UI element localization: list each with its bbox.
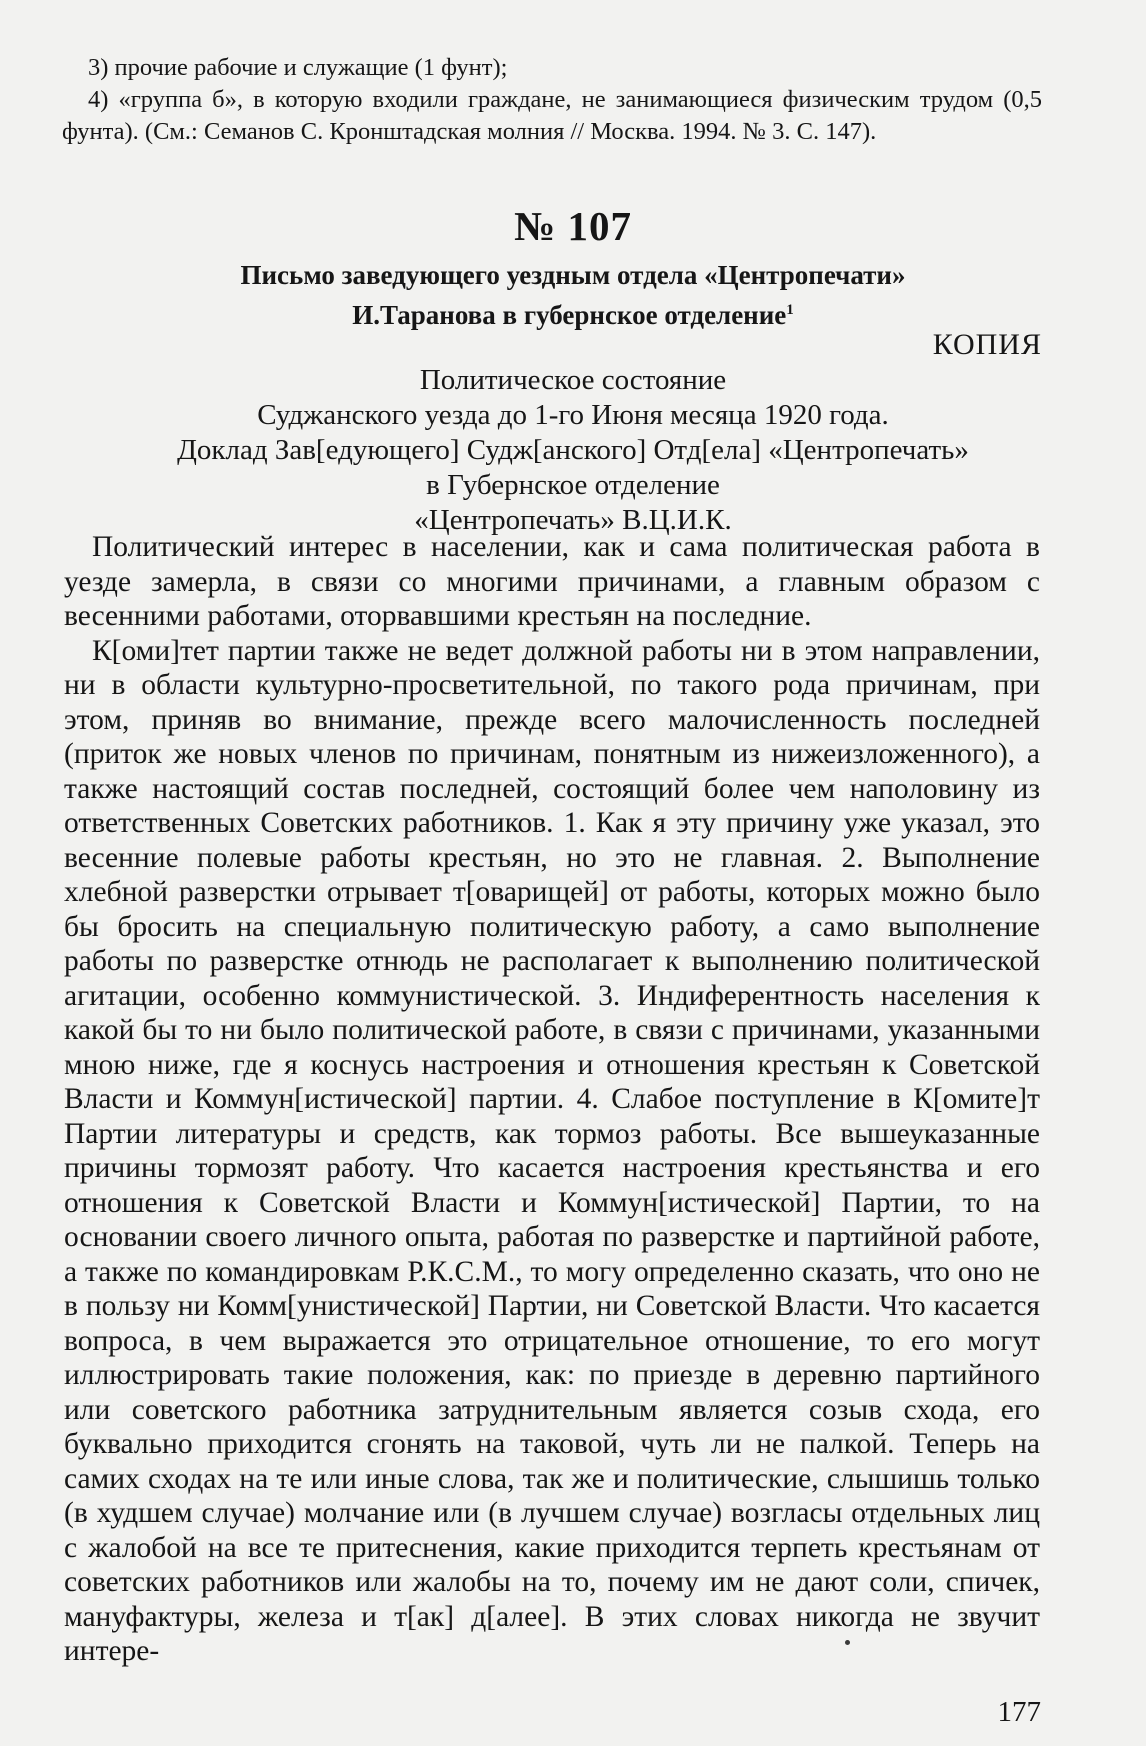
report-heading-line-5: «Центропечать» В.Ц.И.К. [414,504,732,536]
footnote-line-2: 4) «группа б», в которую входили граждане, не занимающиеся физическим трудом (0,5 фунта). (См.: Семанов С. Кронштадская молния // Москва. 1994. № 3. С. 147). [62,86,1042,145]
report-heading-line-2: Суджанского уезда до 1-го Июня месяца 1920 года. [257,399,889,431]
document-title-line-2-text: И.Таранова в губернское отделение [352,300,787,330]
report-heading-line-3: Доклад Зав[едующего] Судж[анского] Отд[ела] «Центропечать» [177,434,969,466]
footnote-line-1: 3) прочие рабочие и служащие (1 фунт); [88,54,508,81]
report-heading [0,363,1146,538]
report-body [64,530,1040,1669]
page-number: 177 [997,1696,1041,1728]
document-title [0,258,1146,333]
scan-artifact-dot [845,1640,850,1645]
previous-footnotes [62,52,1042,148]
document-title-line-1: Письмо заведующего уездным отдела «Центропечати» [240,260,906,290]
document-number: № 107 [514,203,632,249]
copy-mark: КОПИЯ [932,328,1042,361]
paragraph-1: Политический интерес в населении, как и сама политическая работа в уезде замерла, в связи со многими причинами, а главным образом с весенними работами, оторвавшими крестьян на последние. [64,531,1040,632]
document-title-line-2 [0,293,1146,333]
title-footnote-marker: 1 [786,302,794,318]
report-heading-line-4: в Губернское отделение [426,469,720,501]
paragraph-2: К[оми]тет партии также не ведет должной работы ни в этом направлении, ни в области культурно-просветительной, по такого рода причинам, при этом, приняв во внимание, прежде всего малочисленность последней (приток же новых членов по причинам, понятным из нижеизложенного), а также настоящий состав последней, состоящий более чем наполовину из ответственных Советских работников. 1. Как я эту причину уже указал, это весенние полевые работы крестьян, но это не главная. 2. Выполнение хлебной разверстки отрывает т[оварищей] от работы, которых можно было бы бросить на специальную политическую работу, а само выполнение работы по разверстке отнюдь не располагает к выполнению политической агитации, особенно коммунистической. 3. Индиферентность населения к какой бы то ни было политической работе, в связи с причинами, указанными мною ниже, где я коснусь настроения и отношения крестьян к Советской Власти и Коммун[истической] партии. 4. Слабое поступление в К[омите]т Партии литературы и средств, как тормоз работы. Все вышеуказанные причины тормозят работу. Что касается настроения крестьянства и его отношения к Советской Власти и Коммун[истической] Партии, то на основании своего личного опыта, работая по разверстке и партийной работе, а также по командировкам Р.К.С.М., то могу определенно сказать, что оно не в пользу ни Комм[унистической] Партии, ни Советской Власти. Что касается вопроса, в чем выражается это отрицательное отношение, то его могут иллюстрировать такие положения, как: по приезде в деревню партийного или советского работника затруднительным является созыв схода, его буквально приходится сгонять на таковой, чуть ли не палкой. Теперь на самих сходах на те или иные слова, так же и политические, слышишь только (в худшем случае) молчание или (в лучшем случае) возгласы отдельных лиц с жалобой на все те притеснения, какие приходится терпеть крестьянам от советских работников или жалобы на то, почему им не дают соли, спичек, мануфактуры, железа и т[ак] д[алее]. В этих словах никогда не звучит интере- [64,634,1040,1667]
report-heading-line-1: Политическое состояние [419,364,727,396]
